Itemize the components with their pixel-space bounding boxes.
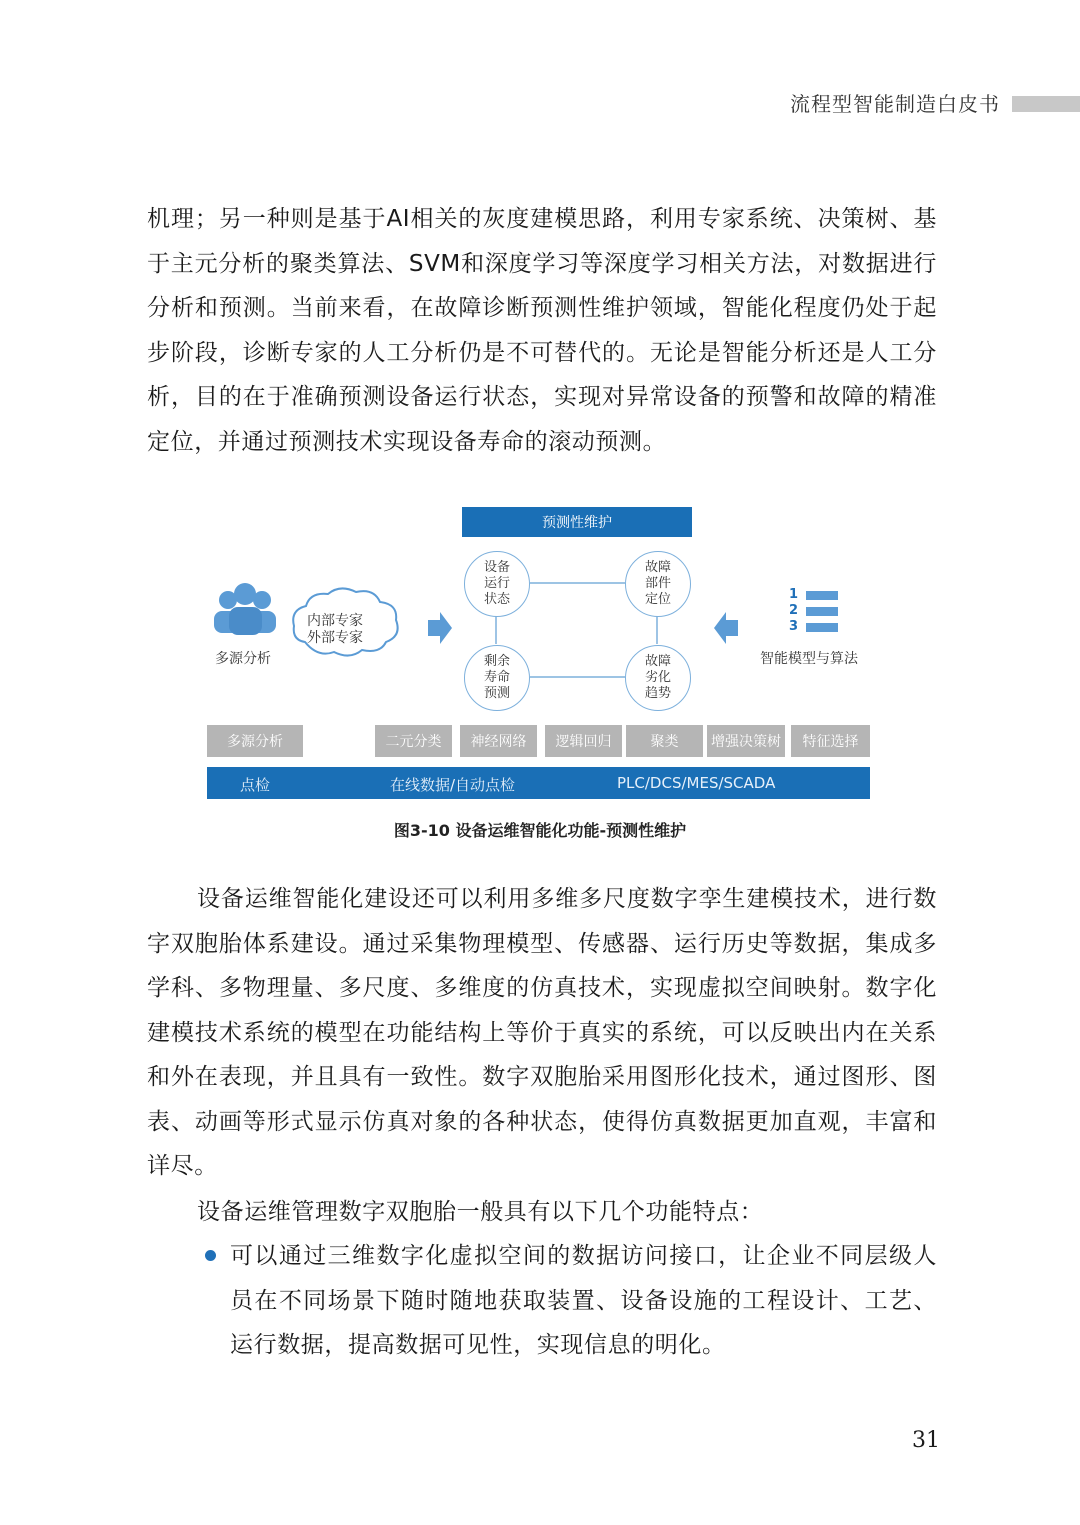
left-arrow-icon: [714, 612, 738, 644]
data-source-bar: [207, 767, 870, 799]
circle-fault-location: [625, 551, 691, 617]
left-label: 多源分析: [215, 651, 271, 667]
figure-title-bar: 预测性维护: [462, 507, 692, 537]
cloud-line-internal: 内部专家: [307, 613, 363, 629]
cloud-line-external: 外部专家: [307, 630, 363, 646]
figure-caption: 图3-10 设备运维智能化功能-预测性维护: [393, 821, 687, 840]
paragraph-2: 设备运维智能化建设还可以利用多维多尺度数字孪生建模技术，进行数字双胞胎体系建设。通过采集物理模型、传感器、运行历史等数据，集成多学科、多物理量、多尺度、多维度的仿真技术，实现虚拟空间映射。数字化建模技术系统的模型在功能结构上等价于真实的系统，可以反映出内在关系和外在表现，并且具有一致性。数字双胞胎采用图形化技术，通过图形、图表、动画等形式显示仿真对象的各种状态，使得仿真数据更加直观，丰富和详尽。: [147, 886, 937, 1179]
gray-box-boosted-tree: 增强决策树: [707, 725, 785, 757]
right-label: 智能模型与算法: [760, 651, 858, 667]
circle-equipment-status: [464, 551, 530, 617]
bar-label-inspection: 点检: [240, 776, 271, 794]
circle-remaining-life: [464, 645, 530, 711]
list-number: 1: [789, 587, 799, 602]
circle-label: 设备运行状态: [483, 560, 510, 607]
right-arrow-icon: [428, 612, 452, 644]
numbered-list-icon: [806, 591, 838, 632]
list-numbers: [789, 587, 798, 635]
list-number: 2: [789, 603, 799, 618]
circle-fault-trend: [625, 645, 691, 711]
paragraph-1: 机理；另一种则是基于AI相关的灰度建模思路，利用专家系统、决策树、基于主元分析的聚类算法、SVM和深度学习等深度学习相关方法，对数据进行分析和预测。当前来看，在故障诊断预测性维护领域，智能化程度仍处于起步阶段，诊断专家的人工分析仍是不可替代的。无论是智能分析还是人工分析，目的在于准确预测设备运行状态，实现对异常设备的预警和故障的精准定位，并通过预测技术实现设备寿命的滚动预测。: [147, 206, 937, 455]
bullet-text: 可以通过三维数字化虚拟空间的数据访问接口，让企业不同层级人员在不同场景下随时随地获取装置、设备设施的工程设计、工艺、运行数据，提高数据可见性，实现信息的明化。: [230, 1243, 937, 1358]
gray-box-logistic: 逻辑回归: [545, 725, 622, 757]
bullet-dot-icon: [205, 1250, 216, 1261]
bar-label-online: 在线数据/自动点检: [390, 776, 516, 794]
running-header-title: 流程型智能制造白皮书: [790, 92, 1000, 116]
circle-label: 剩余寿命预测: [483, 654, 510, 701]
gray-box-feature-select: 特征选择: [791, 725, 870, 757]
circle-label: 故障劣化趋势: [644, 654, 671, 701]
bar-label-systems: PLC/DCS/MES/SCADA: [617, 774, 776, 792]
cloud-text: [307, 613, 363, 647]
gray-box-binary: 二元分类: [375, 725, 452, 757]
people-group-icon: [214, 583, 276, 635]
paragraph-3: 设备运维管理数字双胞胎一般具有以下几个功能特点：: [197, 1199, 764, 1225]
page-number: 31: [912, 1428, 940, 1453]
gray-box-neural: 神经网络: [460, 725, 537, 757]
circle-label: 故障部件定位: [644, 560, 671, 607]
list-number: 3: [789, 619, 799, 634]
gray-box-multisource: 多源分析: [207, 725, 303, 757]
gray-box-clustering: 聚类: [626, 725, 703, 757]
